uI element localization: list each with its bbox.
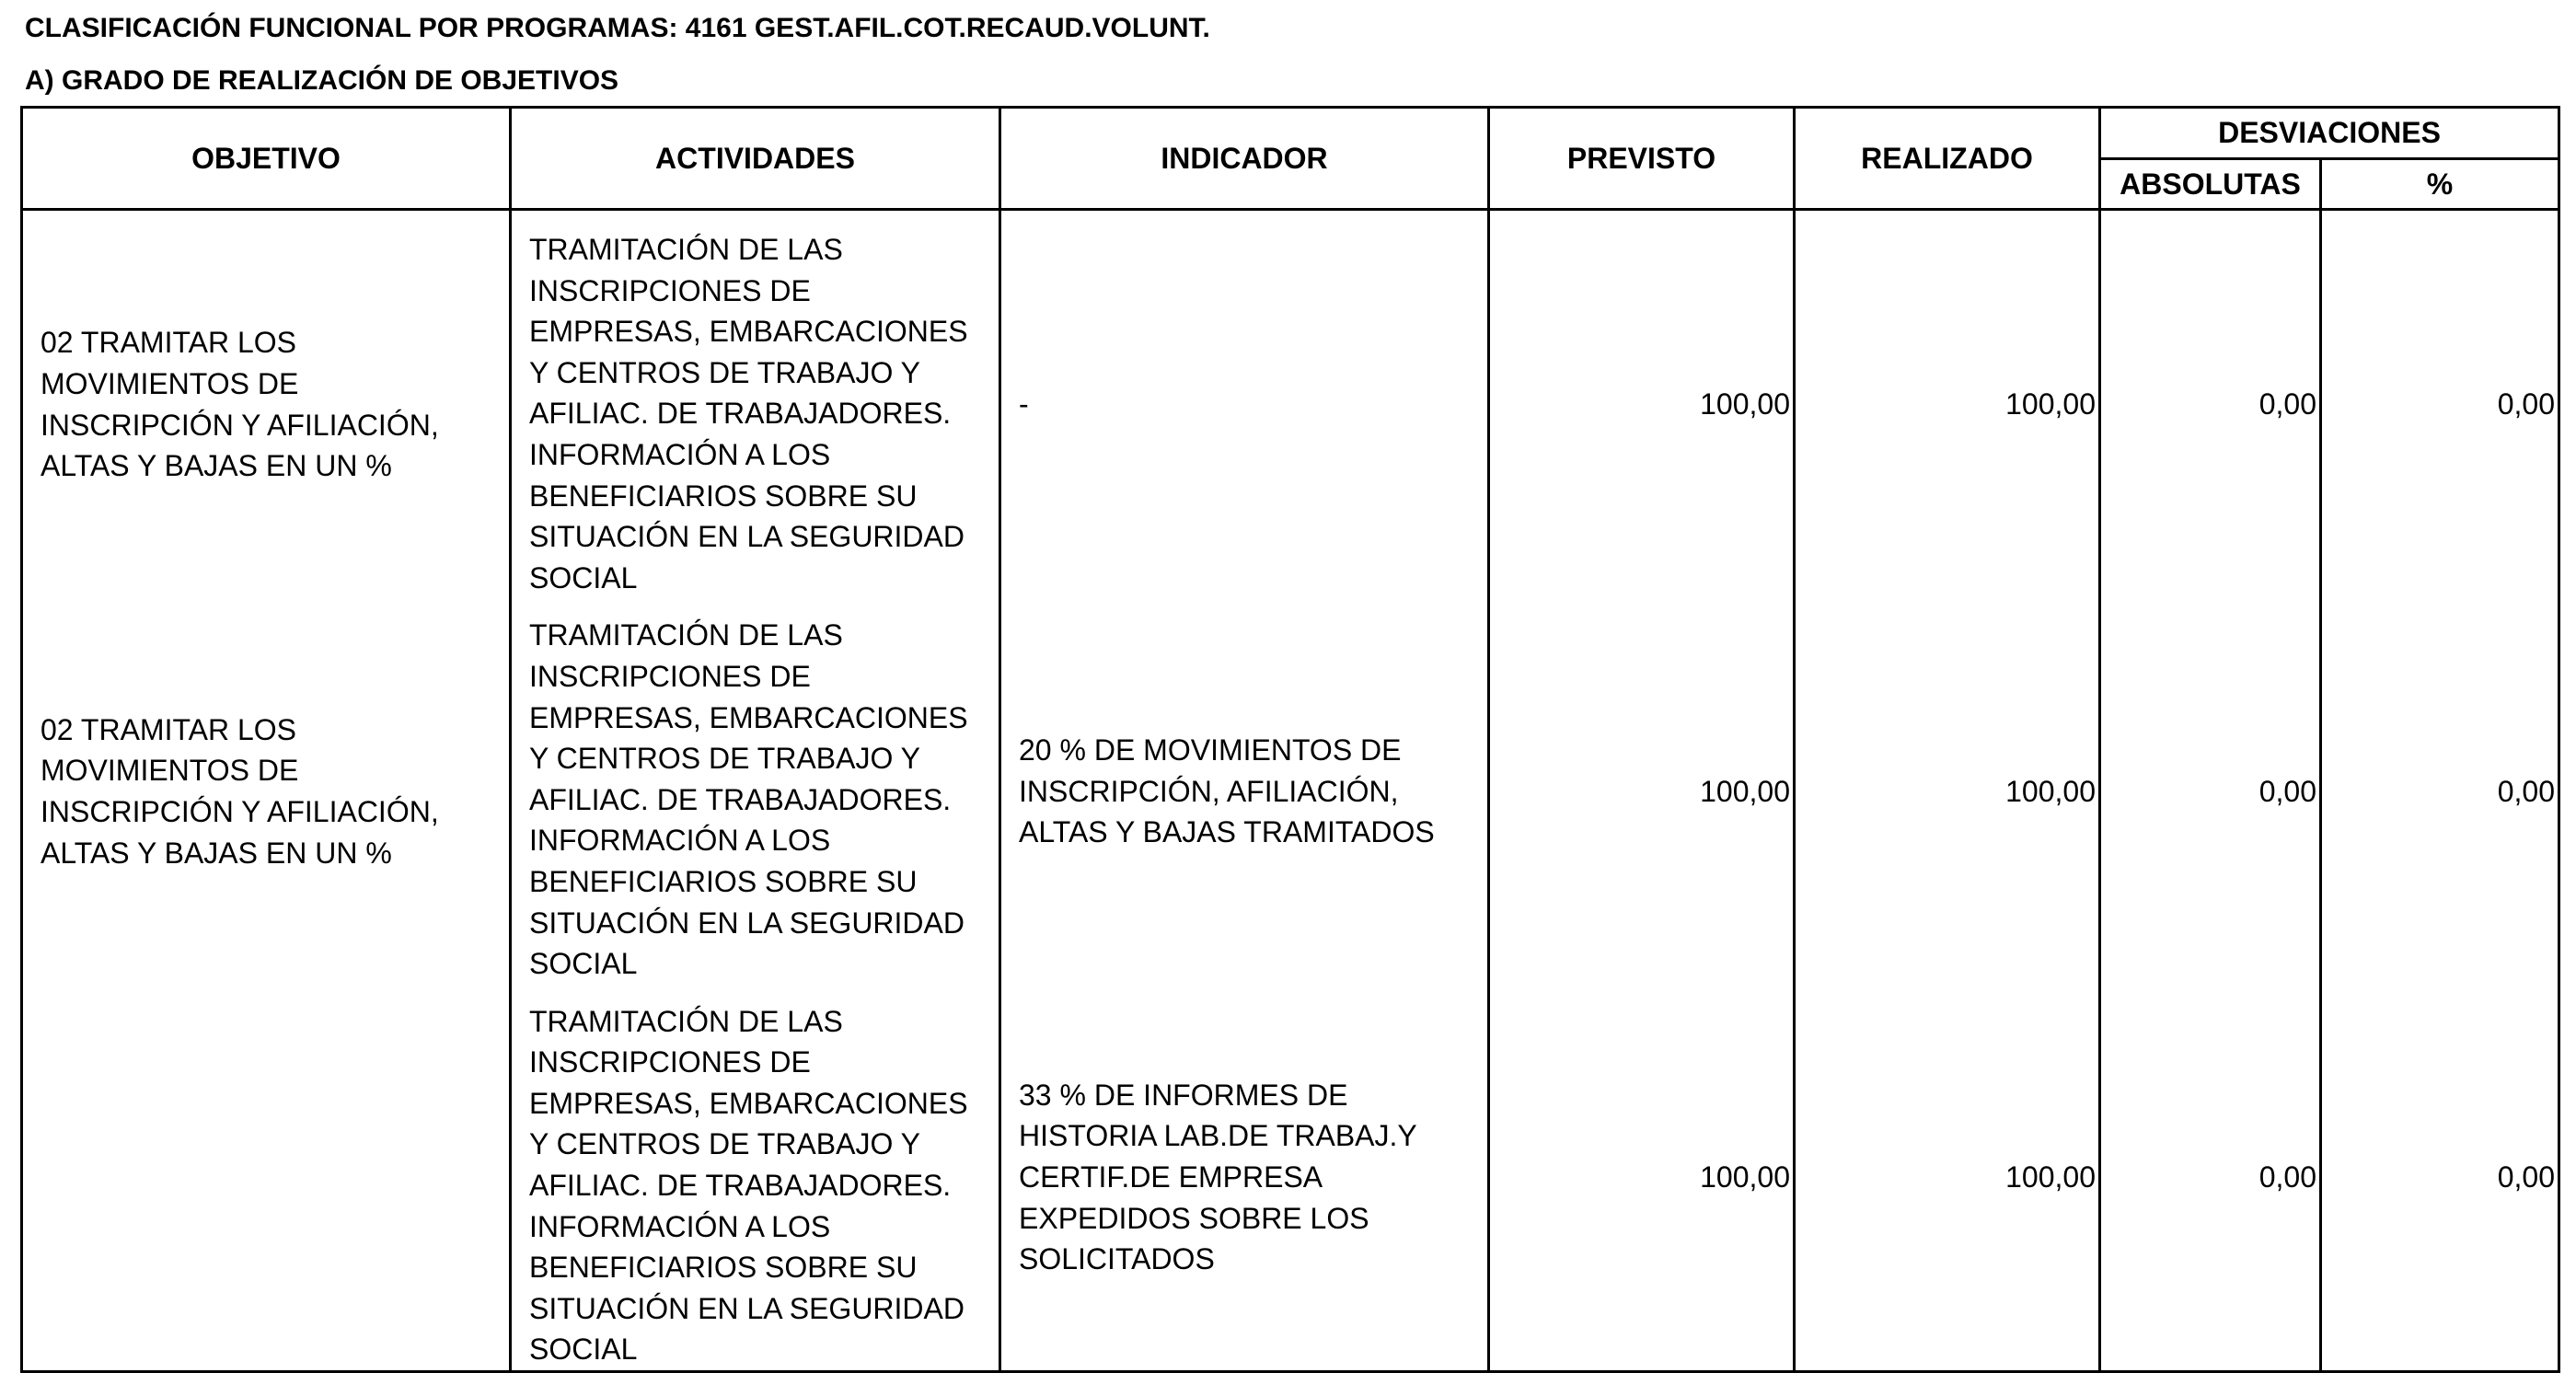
objetivo-cell <box>22 985 511 1372</box>
header-row <box>22 108 2559 159</box>
actividades-cell <box>511 598 1000 984</box>
objetivo-cell: 02 TRAMITAR LOS MOVIMIENTOS DE INSCRIPCIÓN Y AFILIACIÓN, ALTAS Y BAJAS EN UN % <box>22 210 511 599</box>
realizado-cell: 100,00 <box>1795 985 2100 1372</box>
actividades-text: TRAMITACIÓN DE LAS INSCRIPCIONES DE EMPRESAS, EMBARCACIONES Y CENTROS DE TRABAJO Y AFILIAC. DE TRABAJADORES. INFORMACIÓN A LOS BENEFICIARIOS SOBRE SU SITUACIÓN EN LA SEGURIDAD SOCIAL <box>529 233 968 594</box>
absolutas-cell: 0,00 <box>2100 598 2321 984</box>
porcentaje-cell: 0,00 <box>2321 598 2559 984</box>
header-objetivo: OBJETIVO <box>22 108 511 210</box>
previsto-cell: 100,00 <box>1489 210 1795 599</box>
header-desviaciones: DESVIACIONES <box>2100 108 2559 159</box>
actividades-cell <box>511 985 1000 1372</box>
porcentaje-cell: 0,00 <box>2321 985 2559 1372</box>
section-title: A) GRADO DE REALIZACIÓN DE OBJETIVOS <box>25 65 619 96</box>
header-previsto: PREVISTO <box>1489 108 1795 210</box>
indicador-cell: 20 % DE MOVIMIENTOS DE INSCRIPCIÓN, AFILIACIÓN, ALTAS Y BAJAS TRAMITADOS <box>1000 598 1489 984</box>
objectives-table <box>20 106 2560 1373</box>
header-porcentaje: % <box>2321 159 2559 210</box>
table-row <box>22 598 2559 984</box>
header-realizado: REALIZADO <box>1795 108 2100 210</box>
realizado-cell: 100,00 <box>1795 598 2100 984</box>
objetivo-cell: 02 TRAMITAR LOS MOVIMIENTOS DE INSCRIPCIÓN Y AFILIACIÓN, ALTAS Y BAJAS EN UN % <box>22 598 511 984</box>
indicador-cell: 33 % DE INFORMES DE HISTORIA LAB.DE TRABAJ.Y CERTIF.DE EMPRESA EXPEDIDOS SOBRE LOS SOLICITADOS <box>1000 985 1489 1372</box>
actividades-text: TRAMITACIÓN DE LAS INSCRIPCIONES DE EMPRESAS, EMBARCACIONES Y CENTROS DE TRABAJO Y AFILIAC. DE TRABAJADORES. INFORMACIÓN A LOS BENEFICIARIOS SOBRE SU SITUACIÓN EN LA SEGURIDAD SOCIAL <box>529 1004 968 1367</box>
header-absolutas: ABSOLUTAS <box>2100 159 2321 210</box>
absolutas-cell: 0,00 <box>2100 985 2321 1372</box>
table-row <box>22 210 2559 599</box>
indicador-cell: - <box>1000 210 1489 599</box>
absolutas-cell: 0,00 <box>2100 210 2321 599</box>
actividades-cell <box>511 210 1000 599</box>
actividades-text: TRAMITACIÓN DE LAS INSCRIPCIONES DE EMPRESAS, EMBARCACIONES Y CENTROS DE TRABAJO Y AFILIAC. DE TRABAJADORES. INFORMACIÓN A LOS BENEFICIARIOS SOBRE SU SITUACIÓN EN LA SEGURIDAD SOCIAL <box>529 618 968 981</box>
header-indicador: INDICADOR <box>1000 108 1489 210</box>
previsto-cell: 100,00 <box>1489 598 1795 984</box>
realizado-cell: 100,00 <box>1795 210 2100 599</box>
table-row <box>22 985 2559 1372</box>
header-actividades: ACTIVIDADES <box>511 108 1000 210</box>
porcentaje-cell: 0,00 <box>2321 210 2559 599</box>
document-title: CLASIFICACIÓN FUNCIONAL POR PROGRAMAS: 4161 GEST.AFIL.COT.RECAUD.VOLUNT. <box>25 13 1210 43</box>
previsto-cell: 100,00 <box>1489 985 1795 1372</box>
